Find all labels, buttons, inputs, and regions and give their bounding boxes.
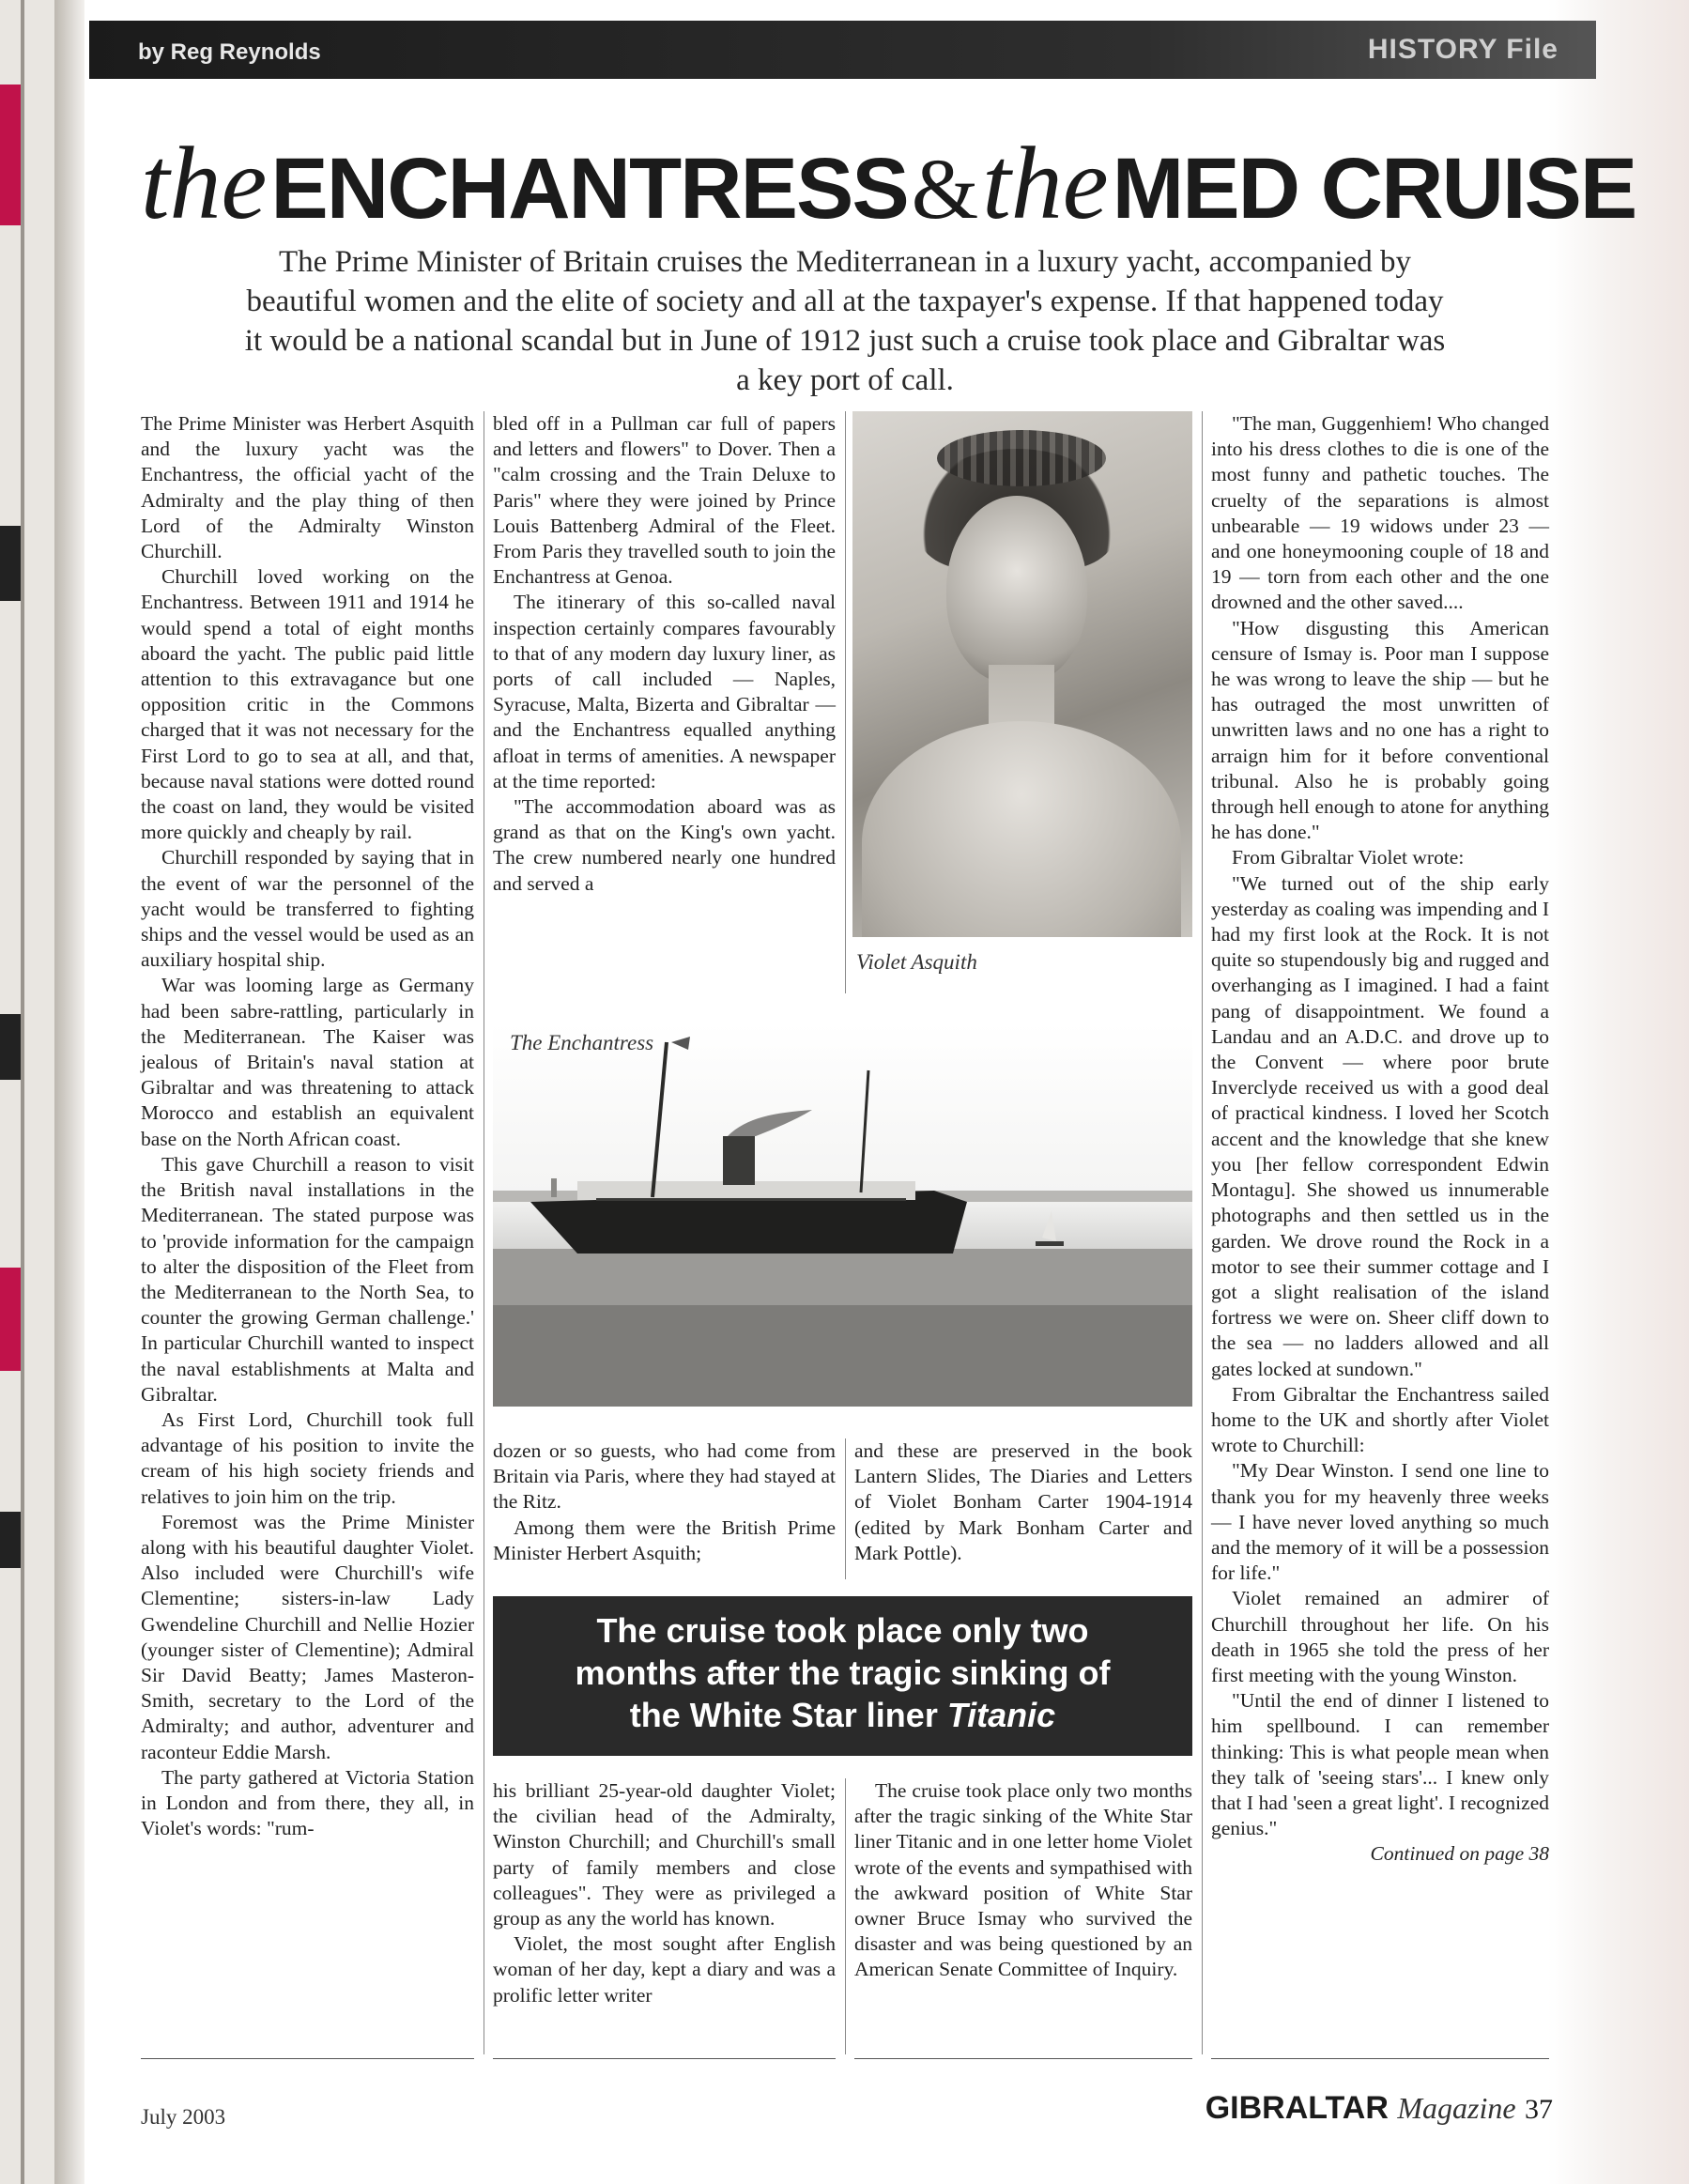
paragraph: War was looming large as Germany had been sabre-rattling, particularly in the Mediterranean. The Kaiser was jealous of Britain's naval station at Gibraltar and was threatening to attack Morocco and establish an equivalent base on the North African coast. [141,974,474,1150]
bottom-rule [854,2058,1192,2059]
title-the: the [141,126,268,240]
spine-color-strip [0,1268,21,1371]
column-1 [141,411,474,2045]
title-med-cruise: MED CRUISE [1112,141,1636,237]
column-2-middle [493,1438,836,1566]
column-rule [845,1778,846,2054]
magazine-name: GIBRALTAR [1205,2090,1389,2126]
paragraph: The Prime Minister was Herbert Asquith and the luxury yacht was the Enchantress, the official yacht of the Admiralty and the play thing of then Lord of the Admiralty Winston Churchill. [141,412,474,563]
spine-color-strip [0,85,21,225]
paragraph: Churchill loved working on the Enchantress. Between 1911 and 1914 he would spend a total of eight months aboard the yacht. The public paid little attention to this extravagance but one opposition critic in the Commons charged that it was not necessary for the First Lord to go to sea at all, and that, because naval stations were dotted round the coast on land, they would be visited more quickly and cheaply by rail. [141,565,474,844]
article-deck: The Prime Minister of Britain cruises the Mediterranean in a luxury yacht, accompanied by beautiful women and the elite of society and all at the taxpayer's expense. If that happened today it would be a national scandal but in June of 1912 just such a cruise took place and Gibraltar was a key port of call. [244,245,1446,397]
paragraph: The cruise took place only two months after the tragic sinking of the White Star liner Titanic and in one letter home Violet wrote of the events and sympathised with the awkward position of White Star owner Bruce Ismay who survived the disaster and was being questioned by an American Senate Committee of Inquiry. [854,1779,1192,1981]
ship-illustration [493,1023,1192,1407]
paragraph: From Gibraltar Violet wrote: [1232,846,1465,869]
bottom-rule [493,2058,836,2059]
paragraph: and these are preserved in the book Lantern Slides, The Diaries and Letters of Violet Bonham Carter 1904-1914 (edited by Mark Bonham Carter and Mark Pottle). [854,1439,1192,1564]
paragraph: As First Lord, Churchill took full advantage of his position to invite the cream of his high society friends and relatives to join him on the trip. [141,1407,474,1508]
column-3-bottom [854,1778,1192,1983]
issue-date: July 2003 [141,2105,226,2129]
paragraph: "We turned out of the ship early yesterday as coaling was impending and I had my first look at the Rock. It is not quite so stupendously big and rugged and overhanging as I imagined. I had a faint pang of disappointment. We found a Landau and an A.D.C. and drove up to the Convent — where poor brute Inverclyde received us with a good deal of practical kindness. I loved her Scotch accent and the knowledge that she knew you [her fellow correspondent Edwin Montagu]. She showed us innumerable photographs and then settled us in the garden. We drove round the Rock in a motor to see their summer cottage and I got a slight realisation of the island fortress we were on. Sheer cliff down to the sea — no ladders allowed and all gates locked at sundown." [1211,871,1549,1380]
paragraph: Churchill responded by saying that in the event of war the personnel of the yacht would be transferred to fighting ships and the vessel would be used as an auxiliary hospital ship. [141,846,474,972]
caption-violet: Violet Asquith [856,950,977,974]
title-the: the [982,126,1109,240]
spine-dark-strip [0,526,21,601]
paragraph: "The accommodation aboard was as grand as that on the King's own yacht. The crew numbered nearly one hundred and served a [493,795,836,895]
paragraph: "How disgusting this American censure of Ismay is. Poor man I suppose he was wrong to leave the ship — but he has outraged the most unwritten of unwritten laws and no one has a right to arraign him for it before conventional tribunal. Also he is probably going through hell enough to atone for anything he has done." [1211,616,1549,844]
title-ampersand: & [911,141,979,237]
bottom-rule [1211,2058,1549,2059]
spine-shade [54,0,84,2184]
facing-page-edge [1548,0,1689,2184]
column-rule [845,1438,846,1579]
magazine-folio [1205,2090,1553,2127]
paragraph: "Until the end of dinner I listened to him spellbound. I can remember thinking: This is what people mean when they talk of 'seeing stars'... I knew only that I had 'seen a great light'. I recognized genius." [1211,1689,1549,1840]
paragraph: his brilliant 25-year-old daughter Violet; the civilian head of the Admiralty, Winston Churchill; and Churchill's small party of family members and close colleagues". They were as privileged a group as any the world has known. [493,1779,836,1930]
paragraph: Foremost was the Prime Minister along with his beautiful daughter Violet. Also included were Churchill's wife Clementine; sisters-in-law Lady Gwendeline Churchill and Nellie Hozier (younger sister of Clementine); Admiral Sir David Beatty; James Masteron-Smith, secretary to the Lord of the Admiralty; and author, adventurer and raconteur Eddie Marsh. [141,1510,474,1763]
paragraph: dozen or so guests, who had come from Britain via Paris, where they had stayed at the Ritz. [493,1439,836,1514]
column-4 [1211,411,1549,1868]
pull-quote-line: months after the tragic sinking of [575,1653,1111,1692]
pull-quote-line [493,1694,1192,1736]
paragraph: Violet, the most sought after English woman of her day, kept a diary and was a prolific letter writer [493,1932,836,2007]
column-rule [845,411,846,993]
caption-enchantress: The Enchantress [510,1031,654,1054]
article-title [141,124,1636,246]
paragraph: This gave Churchill a reason to visit the British naval installations in the Mediterranean. The stated purpose was to 'provide information for the campaign to alter the disposition of the Fleet from the Mediterranean to the North Sea, to counter the growing German challenge.' In particular Churchill wanted to inspect the naval establishments at Malta and Gibraltar. [141,1152,474,1406]
pull-quote [493,1596,1192,1756]
paragraph: Violet remained an admirer of Churchill throughout her life. On his death in 1965 she told the press of her first meeting with the young Winston. [1211,1587,1549,1686]
page-number: 37 [1525,2094,1553,2125]
header-bar [89,21,1596,79]
paragraph: "My Dear Winston. I send one line to thank you for my heavenly three weeks — I have never loved anything so much and the memory of it will be a possession for life." [1211,1459,1549,1585]
magazine-script: Magazine [1397,2091,1516,2125]
bottom-rule [141,2058,474,2059]
paragraph: From Gibraltar the Enchantress sailed home to the UK and shortly after Violet wrote to Churchill: [1211,1382,1549,1457]
enchantress-ship-photo [493,1023,1192,1407]
section-label: HISTORY File [1367,34,1558,65]
paragraph: The party gathered at Victoria Station in London and from there, they all, in Violet's words: "rum- [141,1765,474,1840]
column-2-bottom [493,1778,836,2008]
column-3-middle [854,1438,1192,1566]
pull-quote-line: The cruise took place only two [596,1611,1089,1650]
spine-edge [21,0,24,2184]
pull-quote-titanic: Titanic [946,1696,1056,1734]
pull-quote-text: the White Star liner [629,1696,947,1734]
title-enchantress: ENCHANTRESS [270,141,908,237]
paragraph: Among them were the British Prime Minister Herbert Asquith; [493,1515,836,1564]
paragraph: bled off in a Pullman car full of papers and letters and flowers" to Dover. Then a "calm crossing and the Train Deluxe to Paris" where they were joined by Prince Louis Battenberg Admiral of the Fleet. From Paris they travelled south to join the Enchantress at Genoa. [493,412,836,589]
paragraph: "The man, Guggenhiem! Who changed into his dress clothes to die is one of the most funny and pathetic touches. The cruelty of the separations is almost unbearable — 19 widows under 23 — and one honeymooning couple of 18 and 19 — torn from each other and the one drowned and the other saved.... [1211,412,1549,614]
column-2-top [493,411,836,897]
paragraph: The itinerary of this so-called naval inspection certainly compares favourably to that of any modern day luxury liner, as ports of call included — Naples, Syracuse, Malta, Bizerta and Gibraltar — and the Enchantress equalled anything afloat in terms of amenities. A newspaper at the time reported: [493,591,836,792]
continued-note: Continued on page 38 [1370,1842,1549,1866]
page-spine [0,0,84,2184]
spine-dark-strip [0,1014,21,1080]
spine-dark-strip [0,1512,21,1568]
column-rule [1202,411,1203,2054]
violet-asquith-photo [852,411,1192,937]
byline: by Reg Reynolds [138,39,321,65]
